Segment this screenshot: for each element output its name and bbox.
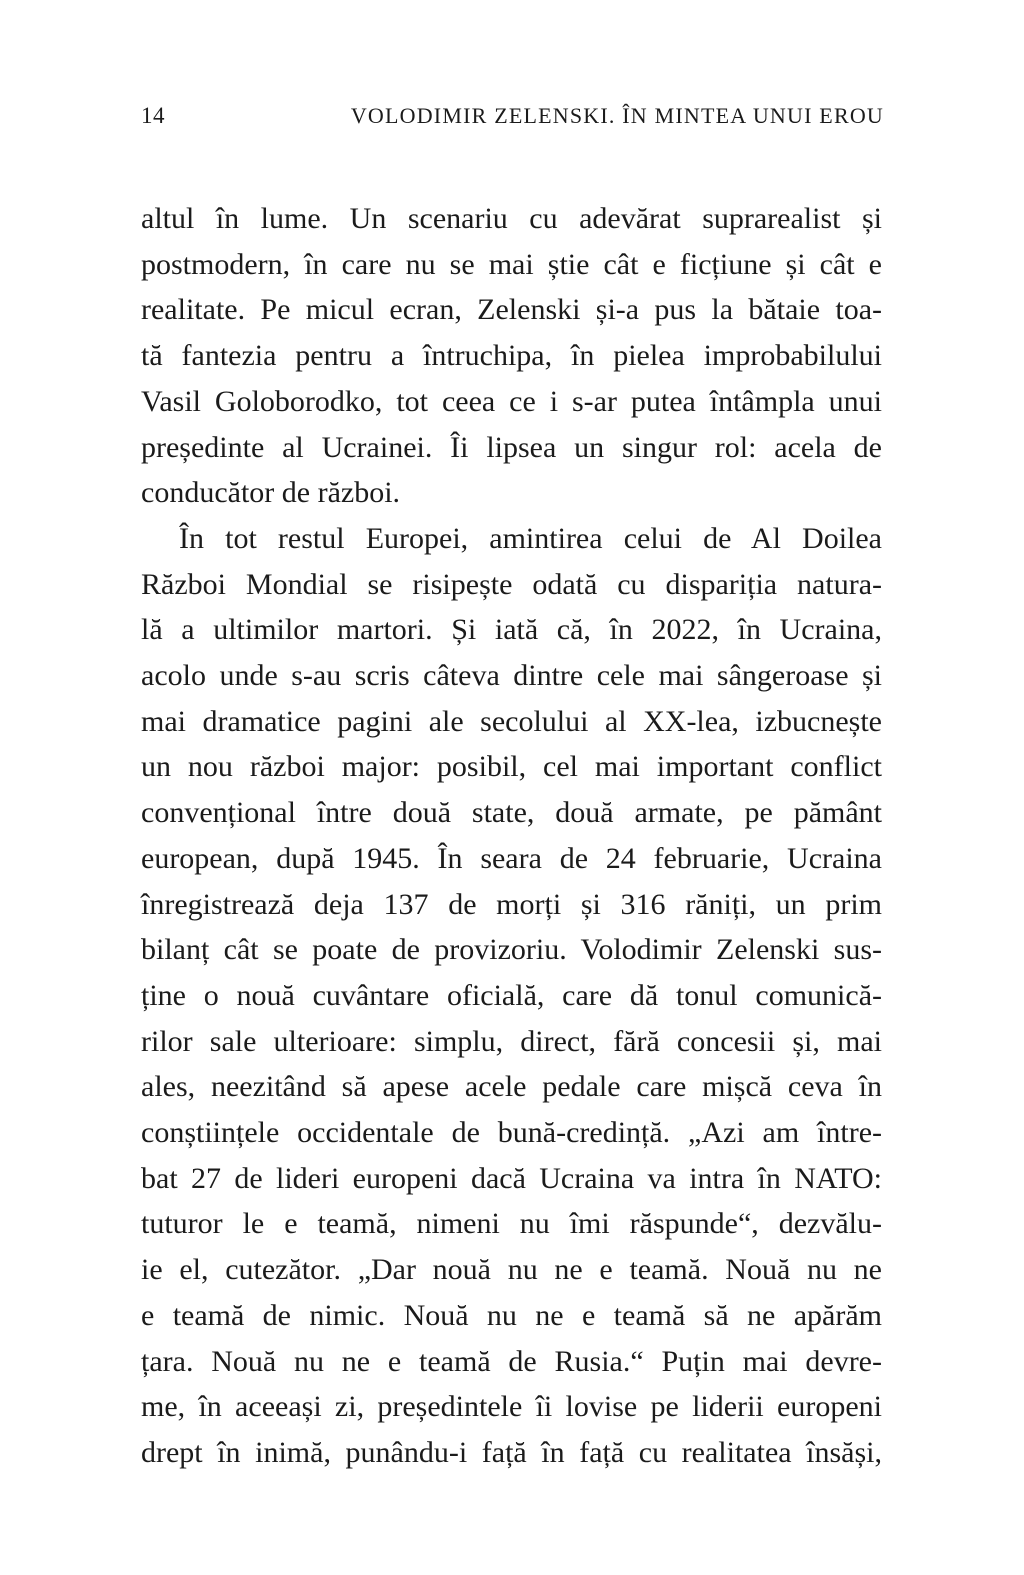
text-line: bat 27 de lideri europeni dacă Ucraina va intra în NATO: xyxy=(141,1161,882,1195)
text-line: tă fantezia pentru a întruchipa, în pielea improbabilului xyxy=(141,339,882,373)
text-line: înregistrează deja 137 de morți și 316 răniți, un prim xyxy=(141,887,882,921)
text-line: acolo unde s-au scris câteva dintre cele mai sângeroase și xyxy=(141,659,882,693)
body-text xyxy=(141,196,882,1476)
text-line: Război Mondial se risipește odată cu dispariția natura- xyxy=(141,567,882,601)
text-line: Vasil Goloborodko, tot ceea ce i s-ar putea întâmpla unui xyxy=(141,384,882,418)
text-line: realitate. Pe micul ecran, Zelenski și-a pus la bătaie toa- xyxy=(141,293,882,327)
text-line: conștiințele occidentale de bună-credință. „Azi am între- xyxy=(141,1116,882,1150)
text-line: bilanț cât se poate de provizoriu. Volodimir Zelenski sus- xyxy=(141,933,882,967)
text-line: mai dramatice pagini ale secolului al XX-lea, izbucnește xyxy=(141,704,882,738)
text-line: țara. Nouă nu ne e teamă de Rusia.“ Puțin mai devre- xyxy=(141,1344,882,1378)
text-line: lă a ultimilor martori. Și iată că, în 2022, în Ucraina, xyxy=(141,613,882,647)
text-line: În tot restul Europei, amintirea celui de Al Doilea xyxy=(179,521,882,555)
text-line: ține o nouă cuvântare oficială, care dă tonul comunică- xyxy=(141,978,882,1012)
text-line: e teamă de nimic. Nouă nu ne e teamă să ne apărăm xyxy=(141,1298,882,1332)
page-number: 14 xyxy=(141,103,165,128)
text-line: me, în aceeași zi, președintele îi lovise pe liderii europeni xyxy=(141,1390,882,1424)
text-line: ales, neezitând să apese acele pedale care mișcă ceva în xyxy=(141,1070,882,1104)
text-line: european, după 1945. În seara de 24 februarie, Ucraina xyxy=(141,841,882,875)
text-line: un nou război major: posibil, cel mai important conflict xyxy=(141,750,882,784)
text-line: tuturor le e teamă, nimeni nu îmi răspunde“, dezvălu- xyxy=(141,1207,882,1241)
running-title: VOLODIMIR ZELENSKI. ÎN MINTEA UNUI EROU xyxy=(350,103,884,128)
text-line: postmodern, în care nu se mai știe cât e ficțiune și cât e xyxy=(141,247,882,281)
text-line: altul în lume. Un scenariu cu adevărat suprarealist și xyxy=(141,202,882,235)
page-header xyxy=(141,103,884,129)
text-line: rilor sale ulterioare: simplu, direct, fără concesii și, mai xyxy=(141,1024,882,1058)
text-line: drept în inimă, punându-i față în față cu realitatea însăși, xyxy=(141,1435,882,1469)
text-line: convențional între două state, două armate, pe pământ xyxy=(141,796,882,830)
text-line: ie el, cutezător. „Dar nouă nu ne e teamă. Nouă nu ne xyxy=(141,1253,882,1287)
text-line: președinte al Ucrainei. Îi lipsea un singur rol: acela de xyxy=(141,430,882,464)
text-line: conducător de război. xyxy=(141,476,401,510)
